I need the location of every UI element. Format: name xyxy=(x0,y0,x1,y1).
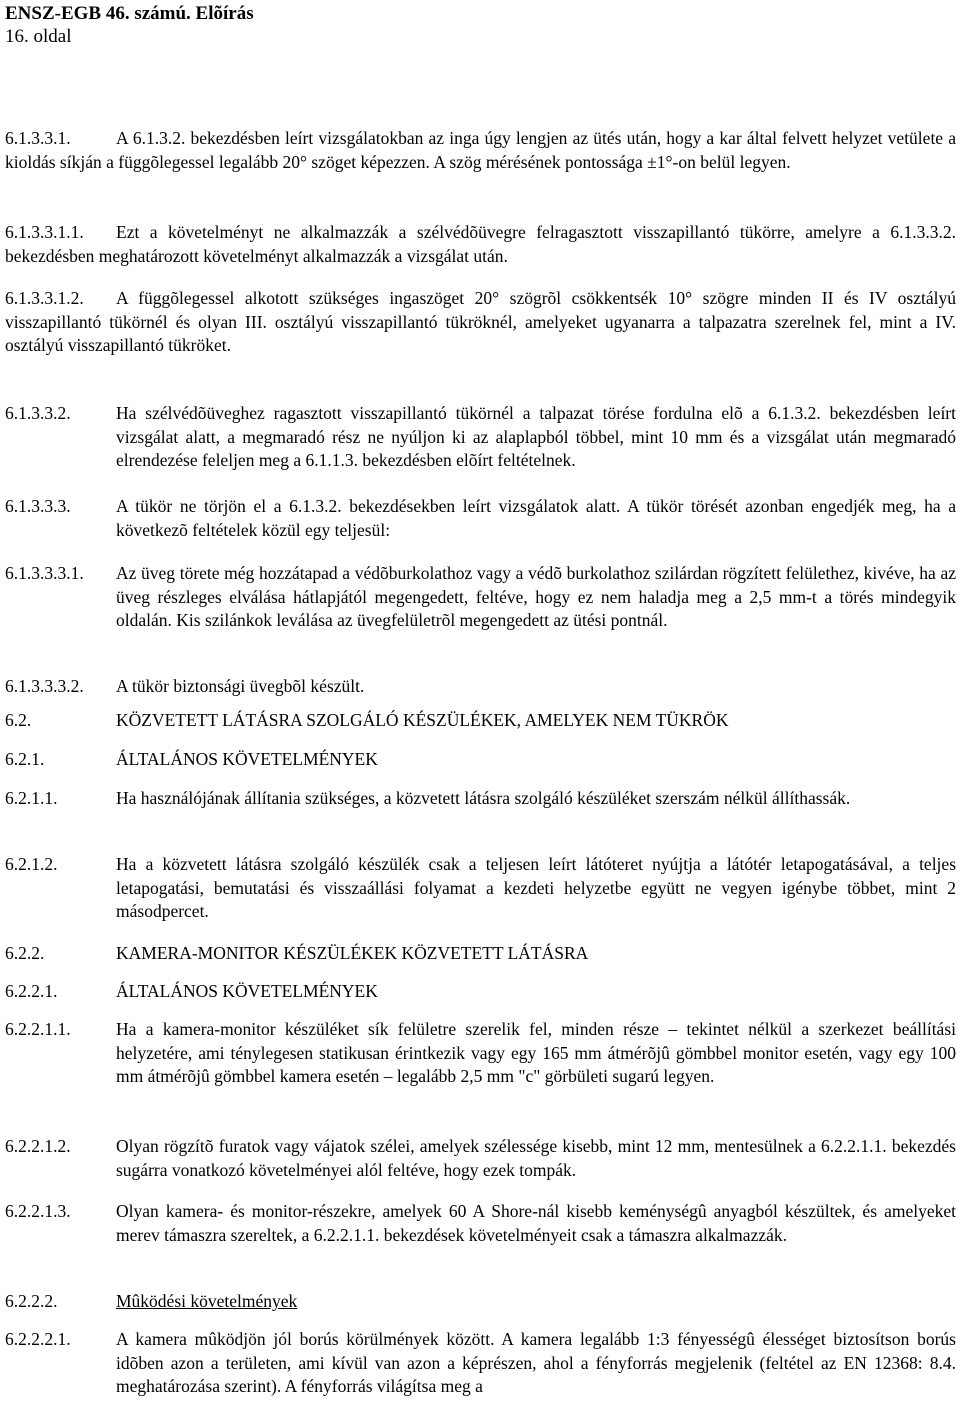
paragraph-text: A 6.1.3.2. bekezdésben leírt vizsgálatokban az inga úgy lengjen az ütés után, hogy a kar által felvett helyzet vetülete a kioldás síkján a függõlegessel legalább 20° szöget képezzen. A szög mérésének pontossága ±1°-on belül legyen. xyxy=(5,128,956,172)
paragraph-number: 6.1.3.3.1.1. xyxy=(5,222,84,242)
paragraph-text: Az üveg törete még hozzátapad a védõburkolathoz vagy a védõ burkolathoz szilárdan rögzített felülethez, kivéve, ha az üveg részleges elválása hátlapjától megengedett, feltéve, hogy ez nem haladja meg a 2,5 mm-t a törés mindegyik oldalán. Kis szilánkok leválása az üvegfelületrõl megengedett az ütési pontnál. xyxy=(116,563,956,630)
heading-text: KAMERA-MONITOR KÉSZÜLÉKEK KÖZVETETT LÁTÁSRA xyxy=(116,943,589,963)
paragraph-6-2-2-2-1 xyxy=(5,1328,956,1399)
paragraph-number: 6.2.1.1. xyxy=(5,788,58,808)
paragraph-6-1-3-3-3-1 xyxy=(5,562,956,633)
heading-text: KÖZVETETT LÁTÁSRA SZOLGÁLÓ KÉSZÜLÉKEK, AMELYEK NEM TÜKRÖK xyxy=(116,710,729,730)
paragraph-6-2-2-1-3 xyxy=(5,1200,956,1247)
paragraph-6-2-1-1 xyxy=(5,787,956,811)
paragraph-number: 6.2.2.1.2. xyxy=(5,1136,71,1156)
heading-6-2-2-2 xyxy=(5,1290,956,1314)
paragraph-number: 6.1.3.3.3.2. xyxy=(5,676,84,696)
paragraph-text: A függõlegessel alkotott szükséges ingaszöget 20° szögrõl csökkentsék 10° szögre minden II és IV osztályú visszapillantó tükörnél és olyan III. osztályú visszapillantó tükröknél, amelyeket ugyanarra a talpazatra szerelnek fel, mint a IV. osztályú visszapillantó tükröket. xyxy=(5,288,956,355)
paragraph-6-2-2-1-1 xyxy=(5,1018,956,1089)
paragraph-number: 6.1.3.3.2. xyxy=(5,403,71,423)
paragraph-6-1-3-3-3-2 xyxy=(5,675,956,699)
paragraph-text: Ha a kamera-monitor készüléket sík felületre szerelik fel, minden része – tekintet nélkül a szerkezet beállítási helyzetére, ami ténylegesen statikusan érintkezik vagy egy 165 mm átmérõjû gömbbel monitor esetén, vagy egy 100 mm átmérõjû gömbbel kamera esetén – legalább 2,5 mm "c" görbületi sugarú legyen. xyxy=(116,1019,956,1086)
paragraph-text: A kamera mûködjön jól borús körülmények között. A kamera legalább 1:3 fényességû élességet biztosítson borús idõben azon a területen, ami kívül van azon a képrészen, ahol a fényforrás megjelenik (feltétel az EN 12368: 8.4. meghatározása szerint). A fényforrás világítsa meg a xyxy=(116,1329,956,1396)
paragraph-number: 6.2.2.1.3. xyxy=(5,1201,71,1221)
heading-6-2-1 xyxy=(5,748,956,772)
paragraph-number: 6.2.2.2.1. xyxy=(5,1329,71,1349)
heading-6-2 xyxy=(5,709,956,733)
heading-text: ÁLTALÁNOS KÖVETELMÉNYEK xyxy=(116,749,378,769)
heading-number: 6.2.2. xyxy=(5,943,45,963)
heading-text: ÁLTALÁNOS KÖVETELMÉNYEK xyxy=(116,981,378,1001)
paragraph-6-2-2-1-2 xyxy=(5,1135,956,1182)
heading-number: 6.2.1. xyxy=(5,749,45,769)
paragraph-number: 6.1.3.3.3. xyxy=(5,496,71,516)
paragraph-text: A tükör biztonsági üvegbõl készült. xyxy=(116,676,365,696)
paragraph-6-1-3-3-1-2 xyxy=(5,287,956,358)
document-title: ENSZ-EGB 46. számú. Elõírás xyxy=(5,3,254,24)
paragraph-6-1-3-3-1-1 xyxy=(5,221,956,268)
heading-number: 6.2.2.2. xyxy=(5,1291,58,1311)
page-header xyxy=(5,2,254,48)
paragraph-text: Ha szélvédõüveghez ragasztott visszapillantó tükörnél a talpazat törése fordulna elõ a 6.1.3.2. bekezdésben leírt vizsgálat alatt, a megmaradó rész ne nyúljon ki az alaplapból többel, mint 10 mm és a vizsgálat után megmaradó elrendezése feleljen meg a 6.1.1.3. bekezdésben elõírt feltételnek. xyxy=(116,403,956,470)
paragraph-6-1-3-3-1 xyxy=(5,127,956,174)
paragraph-number: 6.1.3.3.1.2. xyxy=(5,288,84,308)
paragraph-number: 6.1.3.3.1. xyxy=(5,128,71,148)
heading-6-2-2 xyxy=(5,942,956,966)
paragraph-number: 6.2.2.1.1. xyxy=(5,1019,71,1039)
heading-number: 6.2. xyxy=(5,710,32,730)
paragraph-text: A tükör ne törjön el a 6.1.3.2. bekezdésekben leírt vizsgálatok alatt. A tükör törését azonban engedjék meg, ha a következõ feltételek közül egy teljesül: xyxy=(116,496,956,540)
paragraph-text: Ha használójának állítania szükséges, a közvetett látásra szolgáló készüléket szerszám nélkül állíthassák. xyxy=(116,788,851,808)
paragraph-6-2-1-2 xyxy=(5,853,956,924)
paragraph-text: Ezt a követelményt ne alkalmazzák a szélvédõüvegre felragasztott visszapillantó tükörre, amelyre a 6.1.3.3.2. bekezdésben meghatározott követelményt alkalmazzák a vizsgálat után. xyxy=(5,222,956,266)
paragraph-text: Olyan rögzítõ furatok vagy vájatok szélei, amelyek szélessége kisebb, mint 12 mm, mentesülnek a 6.2.2.1.1. bekezdés sugárra vonatkozó követelményei alól feltéve, hogy ezek tompák. xyxy=(116,1136,956,1180)
paragraph-number: 6.1.3.3.3.1. xyxy=(5,563,84,583)
paragraph-6-1-3-3-2 xyxy=(5,402,956,473)
paragraph-number: 6.2.1.2. xyxy=(5,854,58,874)
heading-6-2-2-1 xyxy=(5,980,956,1004)
paragraph-6-1-3-3-3 xyxy=(5,495,956,542)
page-number: 16. oldal xyxy=(5,26,72,47)
paragraph-text: Ha a közvetett látásra szolgáló készülék csak a teljesen leírt látóteret nyújtja a látótér letapogatásával, a teljes letapogatási, bemutatási és visszaállási folyamat a kezdeti helyzetbe együtt ne vegyen igénybe többet, mint 2 másodpercet. xyxy=(116,854,956,921)
paragraph-text: Olyan kamera- és monitor-részekre, amelyek 60 A Shore-nál kisebb keménységû anyagból készültek, és amelyeket merev támaszra szereltek, a 6.2.2.1.1. bekezdések követelményeit csak a támaszra alkalmazzák. xyxy=(116,1201,956,1245)
heading-number: 6.2.2.1. xyxy=(5,981,58,1001)
heading-text: Mûködési követelmények xyxy=(116,1291,298,1311)
